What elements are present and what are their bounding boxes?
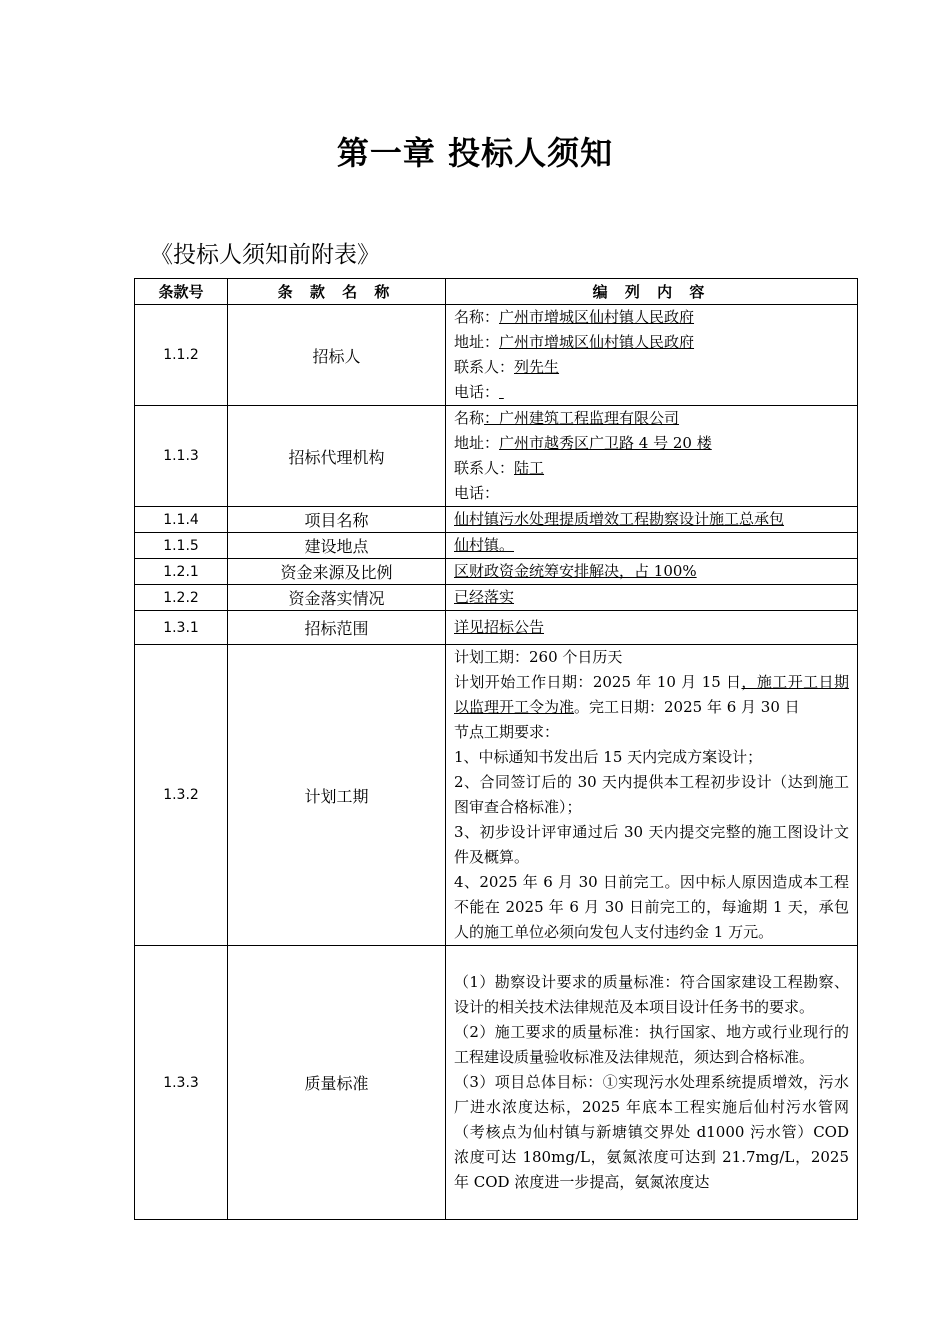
clause-number: 1.1.5 — [135, 533, 228, 559]
field-label: 名称 — [454, 409, 485, 427]
node-schedule-item: 1、中标通知书发出后 15 天内完成方案设计； — [454, 748, 763, 766]
clause-name: 计划工期 — [228, 645, 446, 946]
field-label: 电话： — [454, 484, 500, 502]
node-schedule-item: 2、合同签订后的 30 天内提供本工程初步设计（达到施工图审查合格标准）； — [454, 773, 849, 816]
header-clause-name: 条 款 名 称 — [228, 279, 446, 305]
table-row — [135, 611, 858, 645]
clause-name: 招标代理机构 — [228, 406, 446, 507]
clause-number: 1.2.2 — [135, 585, 228, 611]
node-schedule-title: 节点工期要求： — [454, 723, 560, 741]
clause-number: 1.3.2 — [135, 645, 228, 946]
project-name-value: 仙村镇污水处理提质增效工程勘察设计施工总承包 — [454, 510, 785, 528]
clause-content — [446, 585, 858, 611]
table-row — [135, 406, 858, 507]
table-caption: 《投标人须知前附表》 — [150, 242, 380, 268]
field-label: 电话： — [454, 383, 500, 401]
table-row — [135, 507, 858, 533]
quality-paragraph: （1）勘察设计要求的质量标准：符合国家建设工程勘察、设计的相关技术法律规范及本项目设计任务书的要求。 — [454, 973, 849, 1016]
location-value: 仙村镇。 — [454, 536, 515, 554]
clause-name: 建设地点 — [228, 533, 446, 559]
schedule-end: 。完工日期：2025 年 6 月 30 日 — [574, 698, 800, 716]
field-value — [499, 383, 504, 401]
clause-content — [446, 611, 858, 645]
table-row — [135, 305, 858, 406]
field-value: 陆工 — [514, 459, 545, 477]
field-value: 广州市增城区仙村镇人民政府 — [499, 308, 695, 326]
clause-content — [446, 305, 858, 406]
table-row — [135, 559, 858, 585]
field-label: 联系人： — [454, 459, 515, 477]
node-schedule-item: 3、初步设计评审通过后 30 天内提交完整的施工图设计文件及概算。 — [454, 823, 849, 866]
field-value: 列先生 — [514, 358, 560, 376]
clause-name: 资金落实情况 — [228, 585, 446, 611]
field-label: 名称： — [454, 308, 500, 326]
clause-content — [446, 559, 858, 585]
clause-number: 1.3.1 — [135, 611, 228, 645]
clause-number: 1.1.2 — [135, 305, 228, 406]
clause-content — [446, 533, 858, 559]
scope-value: 详见招标公告 — [454, 618, 545, 636]
clause-name: 资金来源及比例 — [228, 559, 446, 585]
table-row — [135, 645, 858, 946]
clause-number: 1.2.1 — [135, 559, 228, 585]
quality-paragraph: （3）项目总体目标：①实现污水处理系统提质增效，污水厂进水浓度达标，2025 年底本工程实施后仙村污水管网（考核点为仙村镇与新塘镇交界处 d1000 污水管）COD 浓度可达 180mg/L，氨氮浓度可达到 21.7mg/L，2025 年 COD 浓度进一步提高，氨氮浓度达 — [454, 1073, 849, 1191]
schedule-start-note: ，施工开工日期以监理开工令为准 — [454, 673, 849, 716]
field-label: 联系人： — [454, 358, 515, 376]
table-row — [135, 946, 858, 1220]
schedule-period: 计划工期：260 个日历天 — [454, 648, 623, 666]
instructions-table — [134, 278, 858, 1220]
quality-paragraph: （2）施工要求的质量标准：执行国家、地方或行业现行的工程建设质量验收标准及法律规范，须达到合格标准。 — [454, 1023, 849, 1066]
clause-content — [446, 645, 858, 946]
clause-number: 1.1.4 — [135, 507, 228, 533]
field-value: ：广州建筑工程监理有限公司 — [484, 409, 680, 427]
table-row — [135, 585, 858, 611]
clause-content — [446, 946, 858, 1220]
clause-name: 质量标准 — [228, 946, 446, 1220]
field-label: 地址： — [454, 333, 500, 351]
schedule-start: 计划开始工作日期：2025 年 10 月 15 日 — [454, 673, 742, 691]
schedule-dates — [454, 670, 849, 720]
header-content: 编 列 内 容 — [446, 279, 858, 305]
funding-status-value: 已经落实 — [454, 588, 515, 606]
clause-number: 1.3.3 — [135, 946, 228, 1220]
clause-content — [446, 406, 858, 507]
table-header-row — [135, 279, 858, 305]
clause-content — [446, 507, 858, 533]
clause-name: 招标人 — [228, 305, 446, 406]
clause-name: 招标范围 — [228, 611, 446, 645]
clause-number: 1.1.3 — [135, 406, 228, 507]
field-value: 广州市增城区仙村镇人民政府 — [499, 333, 695, 351]
header-clause-number: 条款号 — [135, 279, 228, 305]
chapter-title: 第一章 投标人须知 — [336, 134, 614, 172]
funding-source-value: 区财政资金统筹安排解决，占 100% — [454, 562, 697, 580]
node-schedule-item: 4、2025 年 6 月 30 日前完工。因中标人原因造成本工程不能在 2025 年 6 月 30 日前完工的，每逾期 1 天，承包人的施工单位必须向发包人支付违约金 1 万元。 — [454, 873, 849, 941]
clause-name: 项目名称 — [228, 507, 446, 533]
field-label: 地址： — [454, 434, 500, 452]
field-value: 广州市越秀区广卫路 4 号 20 楼 — [499, 434, 712, 452]
table-row — [135, 533, 858, 559]
